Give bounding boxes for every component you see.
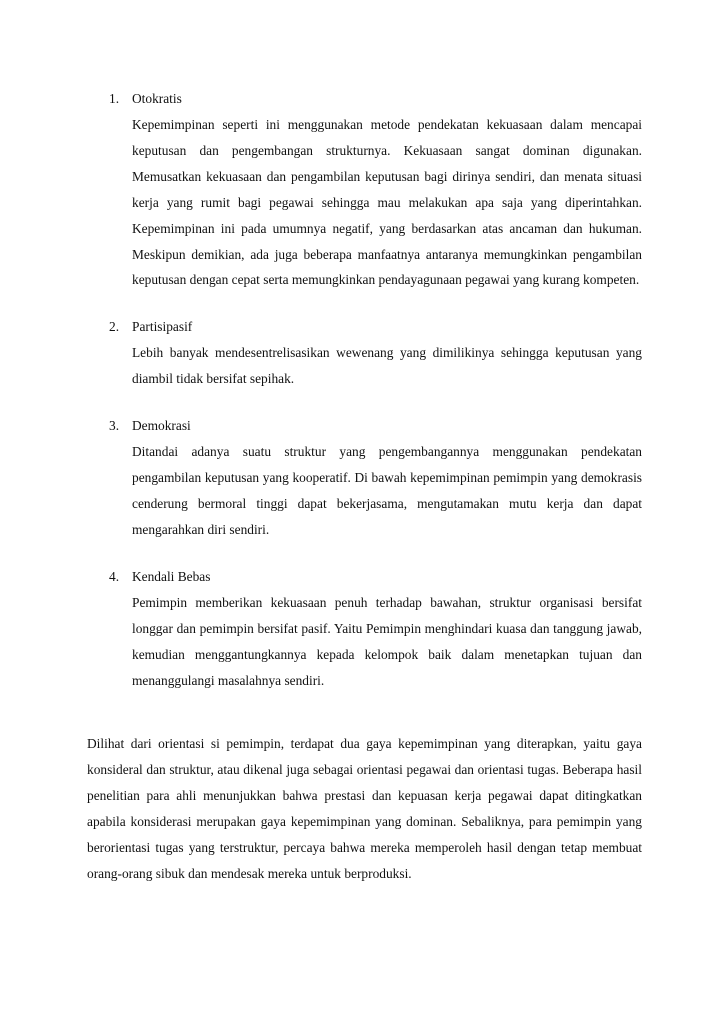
list-item-heading <box>87 413 642 439</box>
list-item-demokrasi <box>87 413 642 543</box>
list-item-heading <box>87 314 642 340</box>
list-item-otokratis <box>87 86 642 293</box>
list-item-kendali-bebas <box>87 564 642 694</box>
leadership-style-list <box>87 86 642 714</box>
body-paragraph: Dilihat dari orientasi si pemimpin, terdapat dua gaya kepemimpinan yang diterapkan, yaitu gaya konsideral dan struktur, atau dikenal juga sebagai orientasi pegawai dan orientasi tugas. Beberapa hasil penelitian para ahli menunjukkan bahwa prestasi dan kepuasan kerja pegawai dapat ditingkatkan apabila konsiderasi merupakan gaya kepemimpinan yang dominan. Sebaliknya, para pemimpin yang berorientasi tugas yang terstruktur, percaya bahwa mereka memperoleh hasil dengan tetap membuat orang-orang sibuk dan mendesak mereka untuk berproduksi. <box>87 736 642 881</box>
list-item-number: 1. <box>109 91 120 106</box>
list-item-body: Lebih banyak mendesentrelisasikan wewenang yang dimilikinya sehingga keputusan yang diambil tidak bersifat sepihak. <box>132 345 642 387</box>
list-item-title: Demokrasi <box>132 418 191 434</box>
list-item-body: Kepemimpinan seperti ini menggunakan metode pendekatan kekuasaan dalam mencapai keputusan dan pengembangan strukturnya. Kekuasaan sangat dominan digunakan. Memusatkan kekuasaan dan pengambilan keputusan bagi dirinya sendiri, dan menata situasi kerja yang rumit bagi pegawai sehingga mau melakukan apa saja yang diperintahkan. Kepemimpinan ini pada umumnya negatif, yang berdasarkan atas ancaman dan hukuman. Meskipun demikian, ada juga beberapa manfaatnya antaranya memungkinkan pengambilan keputusan dengan cepat serta memungkinkan pendayagunaan pegawai yang kurang kompeten. <box>132 117 642 288</box>
list-item-partisipasif <box>87 314 642 392</box>
list-item-heading <box>87 86 642 112</box>
list-item-body: Pemimpin memberikan kekuasaan penuh terhadap bawahan, struktur organisasi bersifat longgar dan pemimpin bersifat pasif. Yaitu Pemimpin menghindari kuasa dan tanggung jawab, kemudian menggantungkannya kepada kelompok baik dalam menetapkan tujuan dan menanggulangi masalahnya sendiri. <box>132 594 642 688</box>
list-item-number: 3. <box>109 418 120 434</box>
list-item-title: Kendali Bebas <box>132 568 211 584</box>
list-item-heading <box>87 564 642 590</box>
list-item-title: Partisipasif <box>132 319 193 335</box>
list-item-number: 4. <box>109 568 120 584</box>
list-item-number: 2. <box>109 319 120 335</box>
list-item-title: Otokratis <box>132 91 182 106</box>
list-item-body: Ditandai adanya suatu struktur yang pengembangannya menggunakan pendekatan pengambilan keputusan yang kooperatif. Di bawah kepemimpinan pemimpin yang demokrasis cenderung bermoral tinggi dapat bekerjasama, mengutamakan mutu kerja dan dapat mengarahkan diri sendiri. <box>132 444 642 537</box>
